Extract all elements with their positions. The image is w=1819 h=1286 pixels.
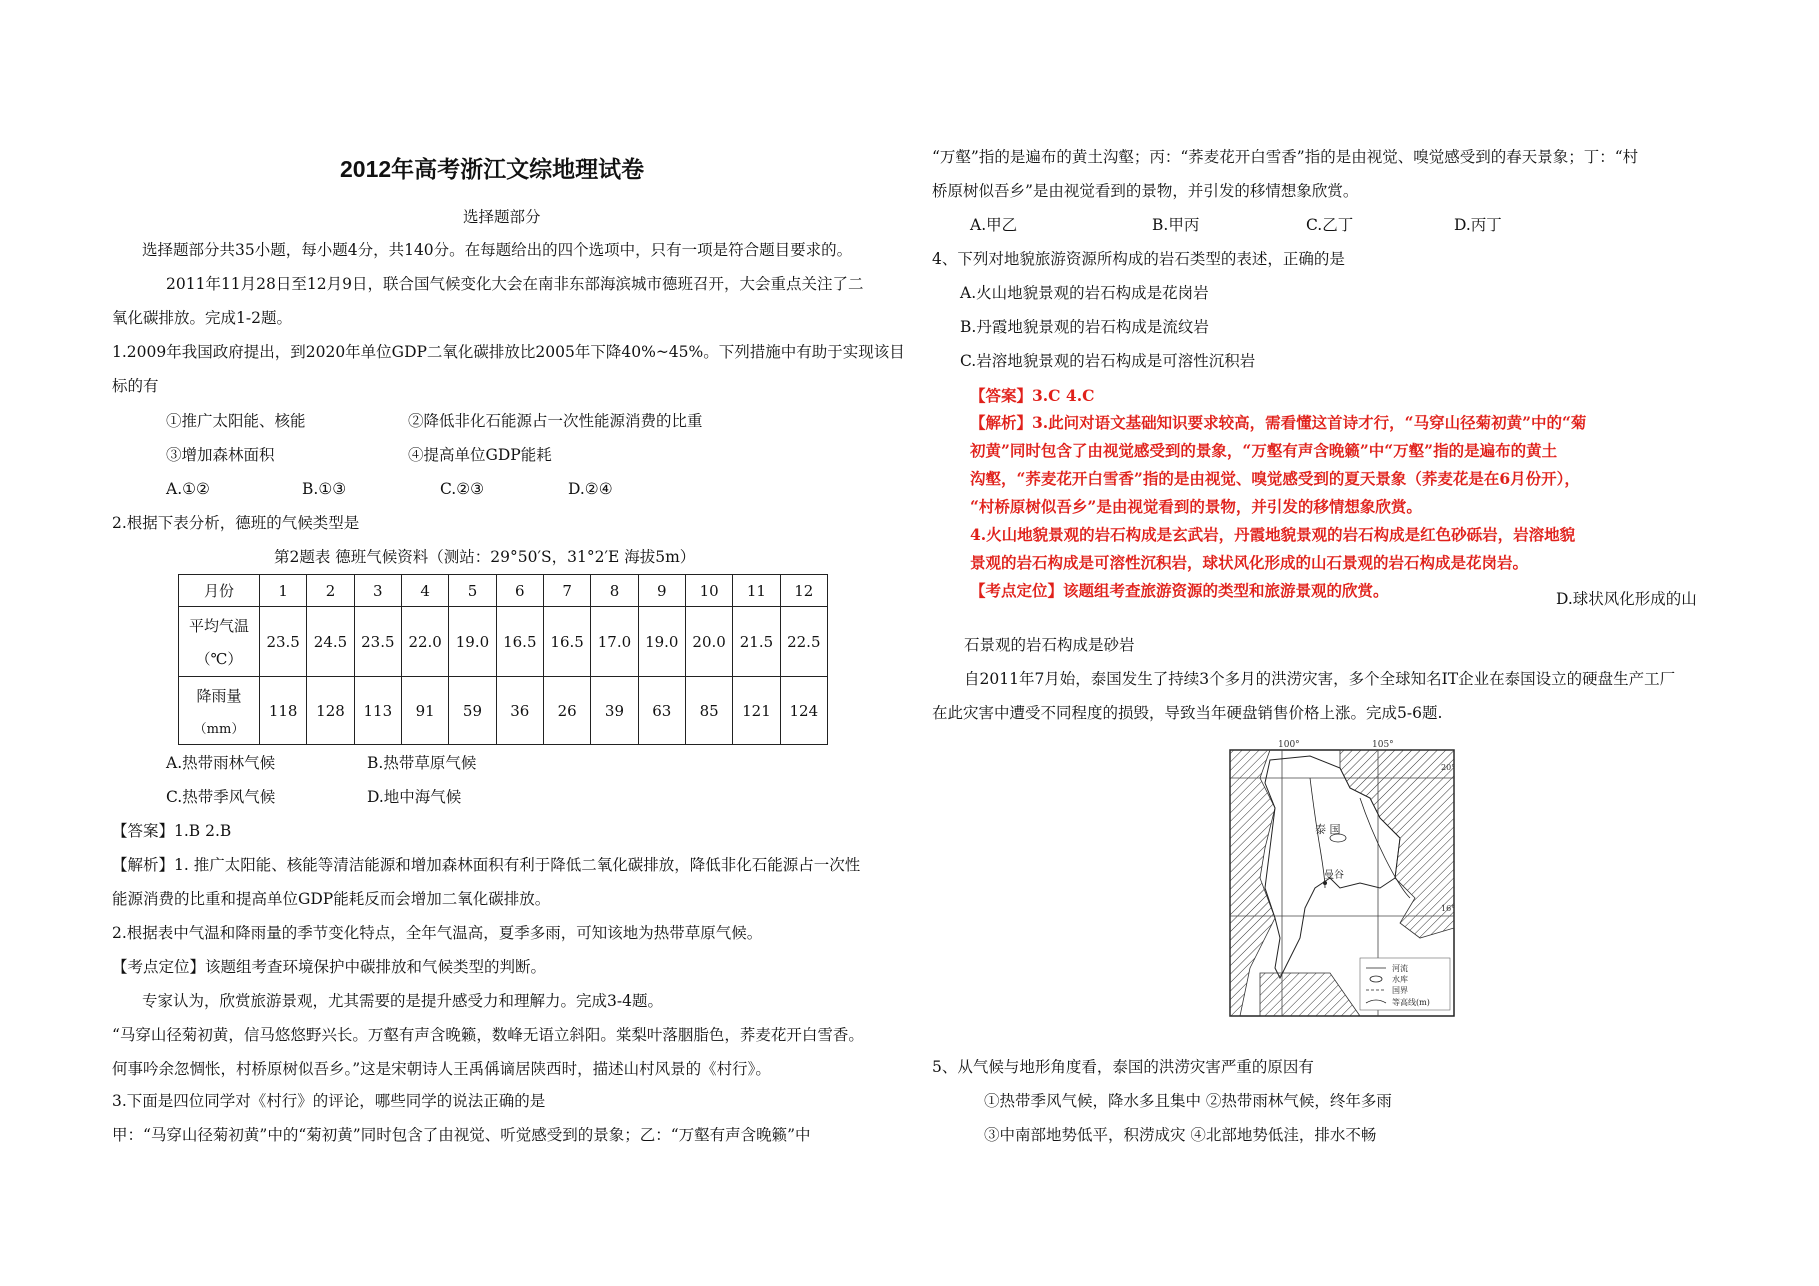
q3-statement-line3: 桥原树似吾乡”是由视觉看到的景物，并引发的移情想象欣赏。 — [932, 182, 1359, 200]
temp-label: 平均气温 — [188, 616, 249, 635]
q3-option-b: B.甲丙 — [1152, 216, 1200, 234]
page-title: 2012年高考浙江文综地理试卷 — [340, 156, 645, 182]
legend-contour: 等高线(m) — [1392, 998, 1430, 1007]
q2-option-b: B.热带草原气候 — [367, 754, 477, 772]
rain-cell: 121 — [733, 677, 780, 745]
month-cell: 11 — [733, 575, 780, 607]
q4-option-d-line2: 石景观的岩石构成是砂岩 — [964, 636, 1135, 654]
rain-cell: 128 — [307, 677, 354, 745]
q5-items-line2: ③中南部地势低平，积涝成灾 ④北部地势低洼，排水不畅 — [984, 1126, 1377, 1144]
q5-items-line1: ①热带季风气候，降水多且集中 ②热带雨林气候，终年多雨 — [984, 1092, 1392, 1110]
q1-item4: ④提高单位GDP能耗 — [408, 446, 552, 464]
q3-option-c: C.乙丁 — [1306, 216, 1354, 234]
context1-line2: 氧化碳排放。完成1-2题。 — [112, 309, 292, 327]
explanation-1-2-line3: 2.根据表中气温和降雨量的季节变化特点，全年气温高，夏季多雨，可知该地为热带草原气候。 — [112, 924, 763, 942]
temp-cell: 16.5 — [543, 607, 590, 677]
month-header: 月份 — [179, 575, 260, 607]
context2: 专家认为，欣赏旅游景观，尤其需要的是提升感受力和理解力。完成3-4题。 — [142, 992, 663, 1010]
explanation-3-4-line5: 4.火山地貌景观的岩石构成是玄武岩，丹霞地貌景观的岩石构成是红色砂砾岩，岩溶地貌 — [970, 525, 1576, 544]
q2-option-c: C.热带季风气候 — [166, 788, 276, 806]
section-heading: 选择题部分 — [463, 208, 541, 226]
q1-stem-line2: 标的有 — [112, 377, 159, 395]
q2-option-d: D.地中海气候 — [367, 788, 462, 806]
rain-cell: 91 — [401, 677, 448, 745]
city-label: 曼谷 — [1324, 870, 1344, 881]
explanation-1-2-line1: 【解析】1. 推广太阳能、核能等清洁能源和增加森林面积有利于降低二氧化碳排放，降低非化石能源占一次性 — [112, 856, 861, 874]
q3-statement-line1: 甲：“马穿山径菊初黄”中的“菊初黄”同时包含了由视觉、听觉感受到的景象；乙：“万壑有声含晚籁”中 — [112, 1126, 811, 1144]
q3-stem: 3.下面是四位同学对《村行》的评论，哪些同学的说法正确的是 — [112, 1092, 546, 1110]
month-cell: 7 — [543, 575, 590, 607]
temp-cell: 20.0 — [685, 607, 732, 677]
q1-option-d: D.②④ — [568, 480, 613, 498]
q4-option-d-line1: D.球状风化形成的山 — [1556, 590, 1697, 608]
temp-cell: 17.0 — [591, 607, 638, 677]
rain-label: 降雨量 — [196, 686, 242, 705]
month-cell: 1 — [260, 575, 307, 607]
city-dot — [1323, 881, 1327, 885]
q1-item1: ①推广太阳能、核能 — [166, 412, 306, 430]
rain-unit: （mm） — [193, 721, 245, 737]
q1-option-a: A.①② — [166, 480, 210, 498]
answer-1-2: 【答案】1.B 2.B — [112, 822, 232, 840]
lat-label-2: 16° — [1441, 904, 1456, 913]
q4-stem: 4、下列对地貌旅游资源所构成的岩石类型的表述，正确的是 — [932, 250, 1345, 268]
temp-cell: 22.0 — [401, 607, 448, 677]
q3-option-a: A.甲乙 — [970, 216, 1018, 234]
q4-option-a: A.火山地貌景观的岩石构成是花岗岩 — [960, 284, 1209, 302]
rain-cell: 124 — [780, 677, 827, 745]
rain-cell: 118 — [260, 677, 307, 745]
month-cell: 3 — [354, 575, 401, 607]
month-cell: 9 — [638, 575, 685, 607]
country-label: 泰 国 — [1315, 823, 1341, 836]
q1-item3: ③增加森林面积 — [166, 446, 275, 464]
context3-line2: 在此灾害中遭受不同程度的损毁，导致当年硬盘销售价格上涨。完成5-6题. — [932, 704, 1443, 722]
rain-cell: 63 — [638, 677, 685, 745]
answer-3-4: 【答案】3.C 4.C — [970, 386, 1095, 405]
q2-option-a: A.热带雨林气候 — [166, 754, 276, 772]
context1-line1: 2011年11月28日至12月9日，联合国气候变化大会在南非东部海滨城市德班召开，大会重点关注了二 — [166, 275, 864, 293]
month-cell: 5 — [449, 575, 496, 607]
explanation-3-4-line2: 初黄”同时包含了由视觉感受到的景象，“万壑有声含晚籁”中“万壑”指的是遍布的黄土 — [970, 441, 1558, 460]
rain-cell: 26 — [543, 677, 590, 745]
q2-stem: 2.根据下表分析，德班的气候类型是 — [112, 514, 360, 532]
temp-header — [179, 607, 260, 677]
rain-cell: 36 — [496, 677, 543, 745]
q1-option-b: B.①③ — [302, 480, 347, 498]
rain-header — [179, 677, 260, 745]
explanation-3-4-line6: 景观的岩石构成是可溶性沉积岩，球状风化形成的山石景观的岩石构成是花岗岩。 — [970, 553, 1529, 572]
temp-cell: 16.5 — [496, 607, 543, 677]
temp-cell: 24.5 — [307, 607, 354, 677]
temp-cell: 23.5 — [354, 607, 401, 677]
q3-option-d: D.丙丁 — [1454, 216, 1502, 234]
temp-cell: 21.5 — [733, 607, 780, 677]
q5-stem: 5、从气候与地形角度看，泰国的洪涝灾害严重的原因有 — [932, 1058, 1314, 1076]
q4-option-b: B.丹霞地貌景观的岩石构成是流纹岩 — [960, 318, 1209, 336]
lon-label-1: 100° — [1278, 740, 1300, 750]
lon-label-2: 105° — [1372, 740, 1394, 750]
poem-line2: 何事吟余忽惆怅，村桥原树似吾乡。”这是宋朝诗人王禹偁谪居陕西时，描述山村风景的《村行》。 — [112, 1060, 771, 1078]
climate-table — [178, 574, 828, 745]
temp-cell: 19.0 — [449, 607, 496, 677]
q1-option-c: C.②③ — [440, 480, 485, 498]
poem-line1: “马穿山径菊初黄，信马悠悠野兴长。万壑有声含晚籁，数峰无语立斜阳。棠梨叶落胭脂色，荞麦花开白雪香。 — [112, 1026, 864, 1044]
temp-unit: （℃） — [195, 649, 243, 668]
context3-line1: 自2011年7月始，泰国发生了持续3个多月的洪涝灾害，多个全球知名IT企业在泰国设立的硬盘生产工厂 — [964, 670, 1676, 688]
q1-item2: ②降低非化石能源占一次性能源消费的比重 — [408, 412, 703, 430]
legend-river: 河流 — [1392, 964, 1408, 973]
month-cell: 2 — [307, 575, 354, 607]
q3-statement-line2: “万壑”指的是遍布的黄土沟壑；丙：“荞麦花开白雪香”指的是由视觉、嗅觉感受到的春天景象；丁：“村 — [932, 148, 1639, 166]
month-cell: 10 — [685, 575, 732, 607]
month-cell: 8 — [591, 575, 638, 607]
rain-cell: 39 — [591, 677, 638, 745]
q4-option-c: C.岩溶地貌景观的岩石构成是可溶性沉积岩 — [960, 352, 1256, 370]
temp-cell: 19.0 — [638, 607, 685, 677]
thailand-map — [1220, 738, 1464, 1020]
lat-label-1: 20° — [1441, 763, 1456, 772]
explanation-3-4-line1: 【解析】3.此问对语文基础知识要求较高，需看懂这首诗才行，“马穿山径菊初黄”中的“菊 — [970, 413, 1587, 432]
month-cell: 6 — [496, 575, 543, 607]
legend-reservoir: 水库 — [1392, 975, 1408, 984]
temp-cell: 22.5 — [780, 607, 827, 677]
key-point-3-4: 【考点定位】该题组考查旅游资源的类型和旅游景观的欣赏。 — [970, 581, 1389, 600]
table-caption: 第2题表 德班气候资料（测站：29°50′S，31°2′E 海拔5m） — [274, 548, 696, 566]
rain-cell: 85 — [685, 677, 732, 745]
q1-stem-line1: 1.2009年我国政府提出，到2020年单位GDP二氧化碳排放比2005年下降40%~45%。下列措施中有助于实现该目 — [112, 343, 905, 361]
legend-border: 国界 — [1392, 986, 1408, 995]
rain-cell: 113 — [354, 677, 401, 745]
month-cell: 12 — [780, 575, 827, 607]
explanation-1-2-line2: 能源消费的比重和提高单位GDP能耗反而会增加二氧化碳排放。 — [112, 890, 551, 908]
intro-text: 选择题部分共35小题，每小题4分，共140分。在每题给出的四个选项中，只有一项是符合题目要求的。 — [142, 241, 853, 259]
rain-cell: 59 — [449, 677, 496, 745]
explanation-3-4-line4: “村桥原树似吾乡”是由视觉看到的景物，并引发的移情想象欣赏。 — [970, 497, 1422, 516]
month-cell: 4 — [401, 575, 448, 607]
explanation-3-4-line3: 沟壑，“荞麦花开白雪香”指的是由视觉、嗅觉感受到的夏天景象（荞麦花是在6月份开）， — [970, 469, 1580, 488]
key-point-1-2: 【考点定位】该题组考查环境保护中碳排放和气候类型的判断。 — [112, 958, 547, 976]
temp-cell: 23.5 — [260, 607, 307, 677]
